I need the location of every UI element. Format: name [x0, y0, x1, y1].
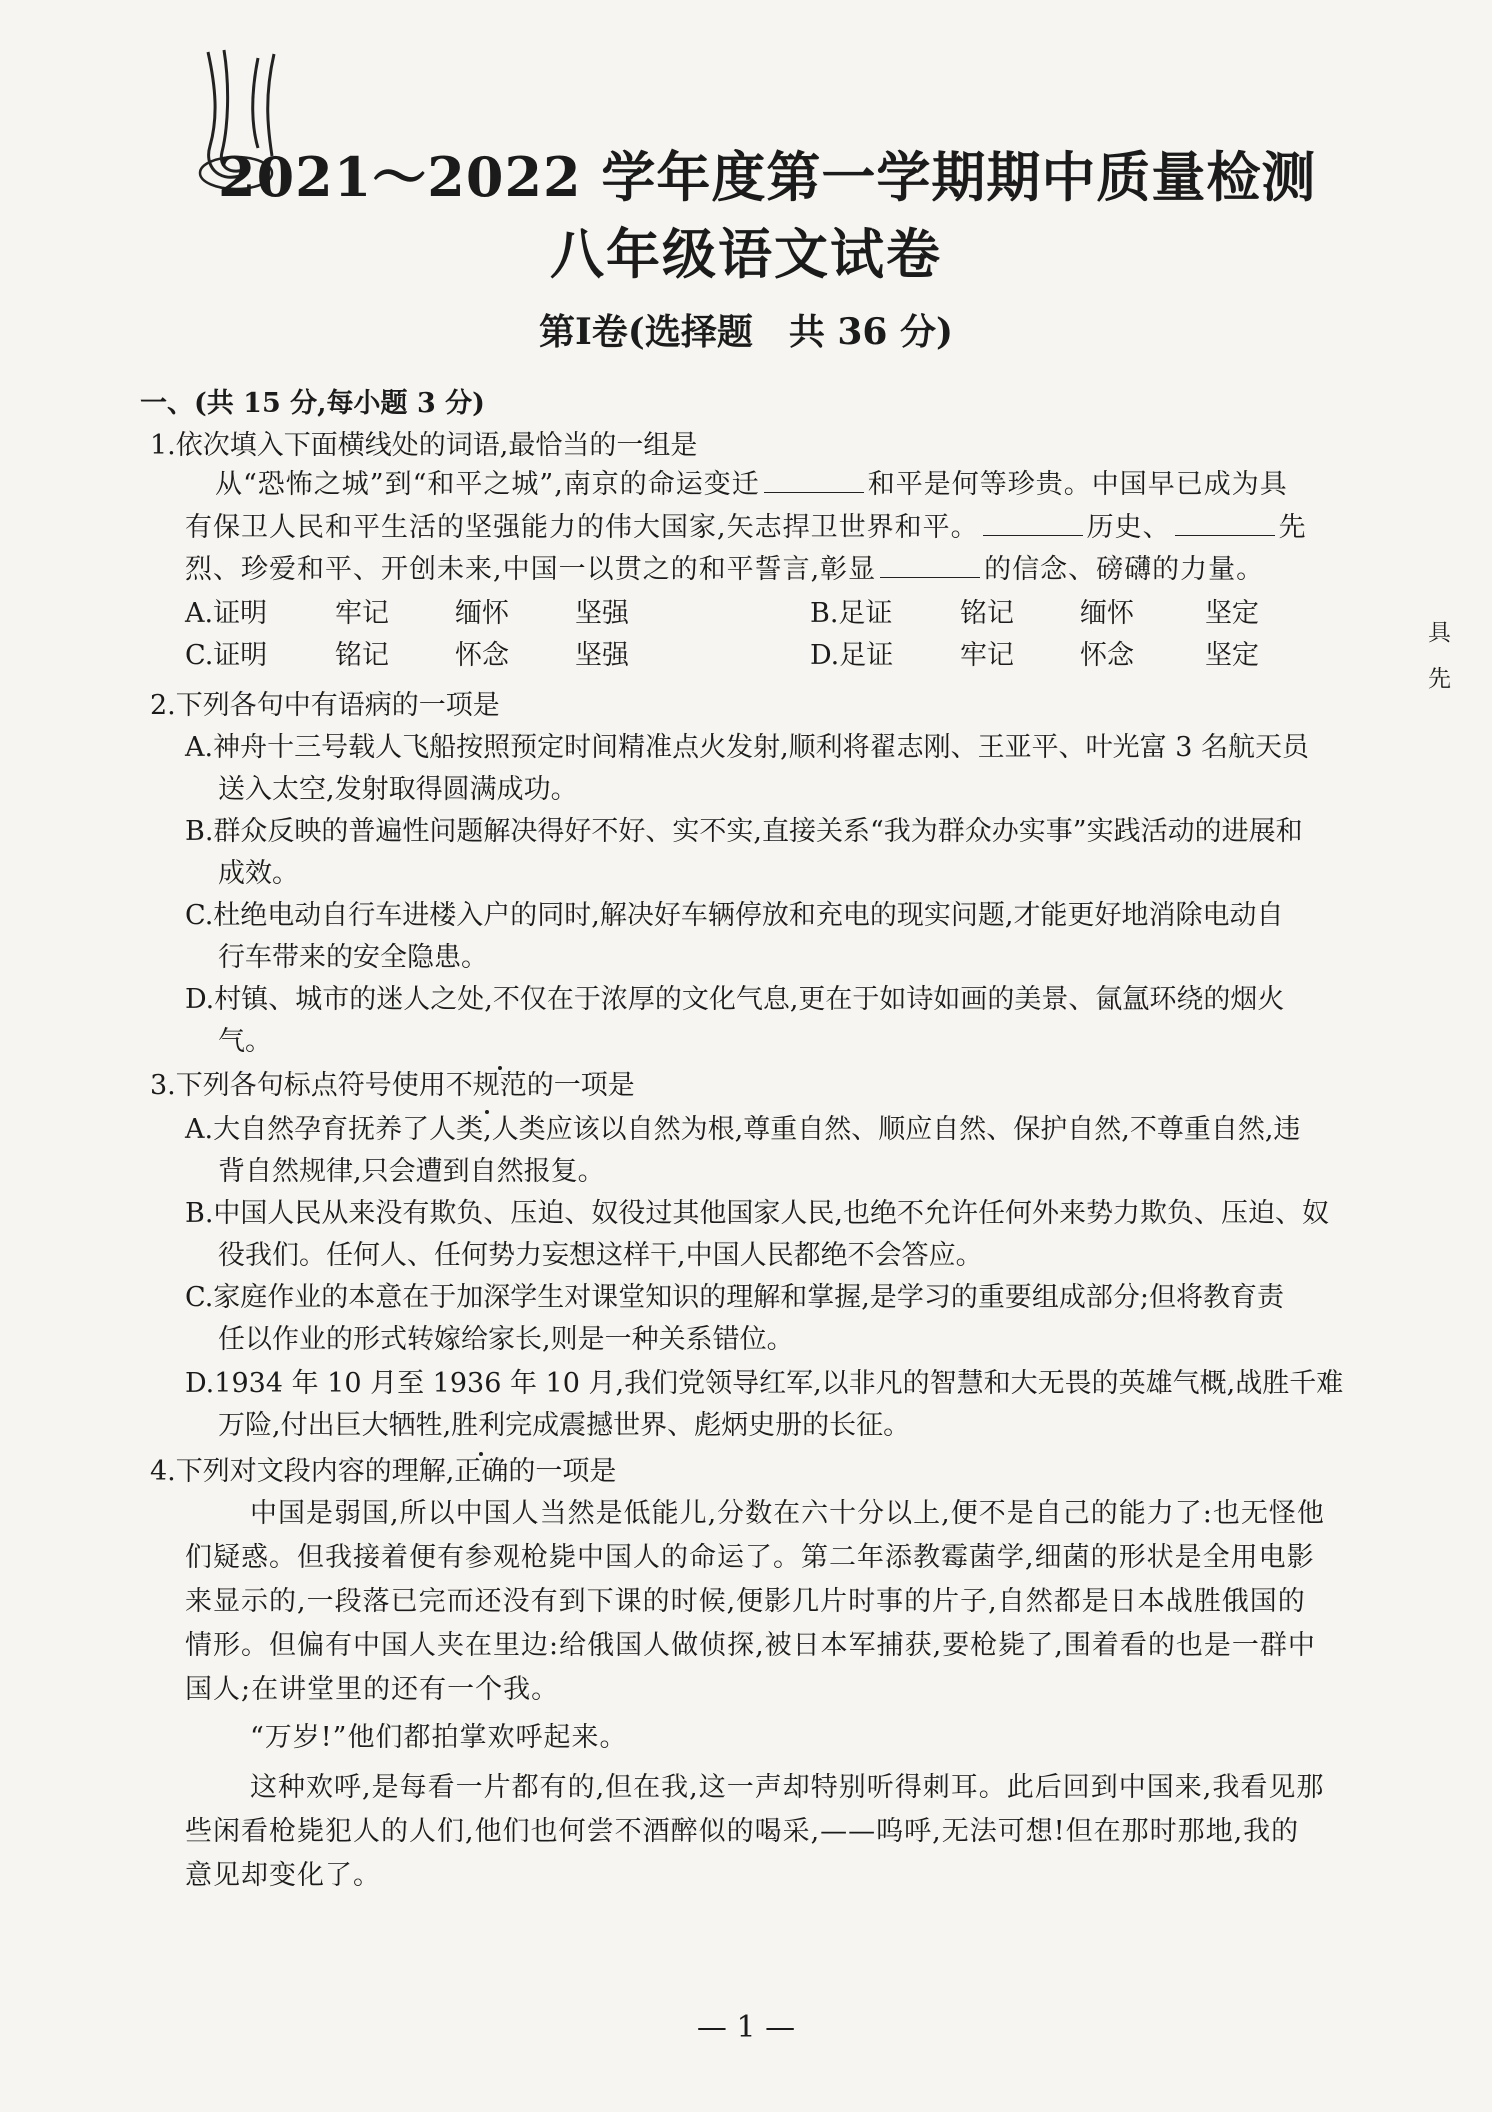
margin-char: 先: [1428, 666, 1451, 692]
q1-option-a-word: 牢记: [335, 598, 389, 629]
q2-option-c[interactable]: C.杜绝电动自行车进楼入户的同时,解决好车辆停放和充电的现实问题,才能更好地消除电动自: [185, 900, 1284, 931]
q1-option-c-word: 怀念: [455, 640, 509, 671]
q1-option-d-word: 坚定: [1205, 640, 1259, 671]
q4-passage-line: 国人;在讲堂里的还有一个我。: [185, 1674, 560, 1705]
q3-option-d-cont: 万险,付出巨大牺牲,胜利完成震撼世界、彪炳史册的长征。: [218, 1410, 911, 1441]
q1-option-b-word: 缅怀: [1080, 598, 1134, 629]
q4-passage-line: 这种欢呼,是每看一片都有的,但在我,这一声却特别听得刺耳。此后回到中国来,我看见那: [250, 1772, 1325, 1803]
section-title: 第Ⅰ卷(选择题 共 36 分): [538, 311, 954, 353]
q1-option-c[interactable]: C.证明: [185, 640, 268, 671]
page-number: — 1 —: [696, 2010, 796, 2045]
q2-option-b[interactable]: B.群众反映的普遍性问题解决得好不好、实不实,直接关系“我为群众办实事”实践活动的进展和: [185, 816, 1303, 847]
q1-option-d-word: 怀念: [1080, 640, 1134, 671]
q4-passage-line: “万岁!”他们都拍掌欢呼起来。: [250, 1722, 628, 1753]
q4-passage-line: 些闲看枪毙犯人的人们,他们也何尝不酒醉似的喝采,——呜呼,无法可想!但在那时那地,我的: [185, 1816, 1300, 1847]
exam-title-year: 2021～2022 学年度第一学期期中质量检测: [218, 145, 1317, 209]
q1-stem: 1.依次填入下面横线处的词语,最恰当的一组是: [150, 430, 698, 461]
q2-option-d[interactable]: D.村镇、城市的迷人之处,不仅在于浓厚的文化气息,更在于如诗如画的美景、氤氲环绕的烟火: [185, 984, 1285, 1015]
q3-stem: 3.下列各句标点符号使用不规范的一项是: [150, 1070, 635, 1101]
q2-stem: 2.下列各句中有语病的一项是: [150, 690, 500, 721]
q3-option-b-cont: 役我们。任何人、任何势力妄想这样干,中国人民都绝不会答应。: [218, 1240, 983, 1271]
q3-option-b[interactable]: B.中国人民从来没有欺负、压迫、奴役过其他国家人民,也绝不允许任何外来势力欺负、压迫、奴: [185, 1198, 1330, 1229]
q4-passage-line: 情形。但偏有中国人夹在里边:给俄国人做侦探,被日本军捕获,要枪毙了,围着看的也是一群中: [185, 1630, 1316, 1661]
answer-blank[interactable]: [983, 509, 1083, 536]
part-heading: 一、(共 15 分,每小题 3 分): [140, 388, 485, 419]
q1-option-a-word: 缅怀: [455, 598, 509, 629]
q1-passage-line: 从“恐怖之城”到“和平之城”,南京的命运变迁 和平是何等珍贵。中国早已成为具: [215, 465, 1288, 505]
q3-option-c[interactable]: C.家庭作业的本意在于加深学生对课堂知识的理解和掌握,是学习的重要组成部分;但将教育责: [185, 1282, 1284, 1313]
q3-option-a[interactable]: A.大自然孕育抚养了人类,人类应该以自然为根,尊重自然、顺应自然、保护自然,不尊重自然,违: [185, 1114, 1301, 1145]
exam-title-subject: 八年级语文试卷: [550, 222, 942, 286]
q2-option-c-cont: 行车带来的安全隐患。: [218, 942, 488, 973]
emphasis-text: 规范: [472, 1070, 527, 1101]
answer-blank[interactable]: [880, 551, 980, 578]
q4-passage-line: 意见却变化了。: [185, 1860, 381, 1891]
margin-char: 具: [1428, 620, 1451, 646]
q1-option-d[interactable]: D.足证: [810, 640, 894, 671]
q1-passage-line: 有保卫人民和平生活的坚强能力的伟大国家,矢志捍卫世界和平。 历史、 先: [185, 508, 1307, 548]
q4-passage-line: 来显示的,一段落已完而还没有到下课的时候,便影几片时事的片子,自然都是日本战胜俄国的: [185, 1586, 1306, 1617]
q3-option-a-cont: 背自然规律,只会遭到自然报复。: [218, 1156, 605, 1187]
q1-option-c-word: 坚强: [575, 640, 629, 671]
q1-option-b[interactable]: B.足证: [810, 598, 893, 629]
emphasis-text: 正确: [454, 1456, 509, 1487]
q2-option-a[interactable]: A.神舟十三号载人飞船按照预定时间精准点火发射,顺利将翟志刚、王亚平、叶光富 3 名航天员: [185, 732, 1310, 763]
q4-passage-line: 中国是弱国,所以中国人当然是低能儿,分数在六十分以上,便不是自己的能力了:也无怪他: [250, 1498, 1325, 1529]
q2-option-b-cont: 成效。: [218, 858, 299, 889]
q1-passage-line: 烈、珍爱和平、开创未来,中国一以贯之的和平誓言,彰显 的信念、磅礴的力量。: [185, 550, 1264, 590]
q1-option-c-word: 铭记: [335, 640, 389, 671]
q1-option-d-word: 牢记: [960, 640, 1014, 671]
q1-option-b-word: 坚定: [1205, 598, 1259, 629]
q1-option-a-word: 坚强: [575, 598, 629, 629]
q3-option-d[interactable]: D.1934 年 10 月至 1936 年 10 月,我们党领导红军,以非凡的智慧和大无畏的英雄气概,战胜千难: [185, 1368, 1344, 1399]
q4-stem: 4.下列对文段内容的理解,正确的一项是: [150, 1456, 617, 1487]
emphasis-mark: ,: [483, 1114, 492, 1145]
q1-option-a[interactable]: A.证明: [185, 598, 268, 629]
q3-option-c-cont: 任以作业的形式转嫁给家长,则是一种关系错位。: [218, 1324, 794, 1355]
q2-option-d-cont: 气。: [218, 1026, 272, 1057]
answer-blank[interactable]: [1175, 509, 1275, 536]
answer-blank[interactable]: [764, 466, 864, 493]
q4-passage-line: 们疑惑。但我接着便有参观枪毙中国人的命运了。第二年添教霉菌学,细菌的形状是全用电影: [185, 1542, 1315, 1573]
q2-option-a-cont: 送入太空,发射取得圆满成功。: [218, 774, 578, 805]
q1-option-b-word: 铭记: [960, 598, 1014, 629]
